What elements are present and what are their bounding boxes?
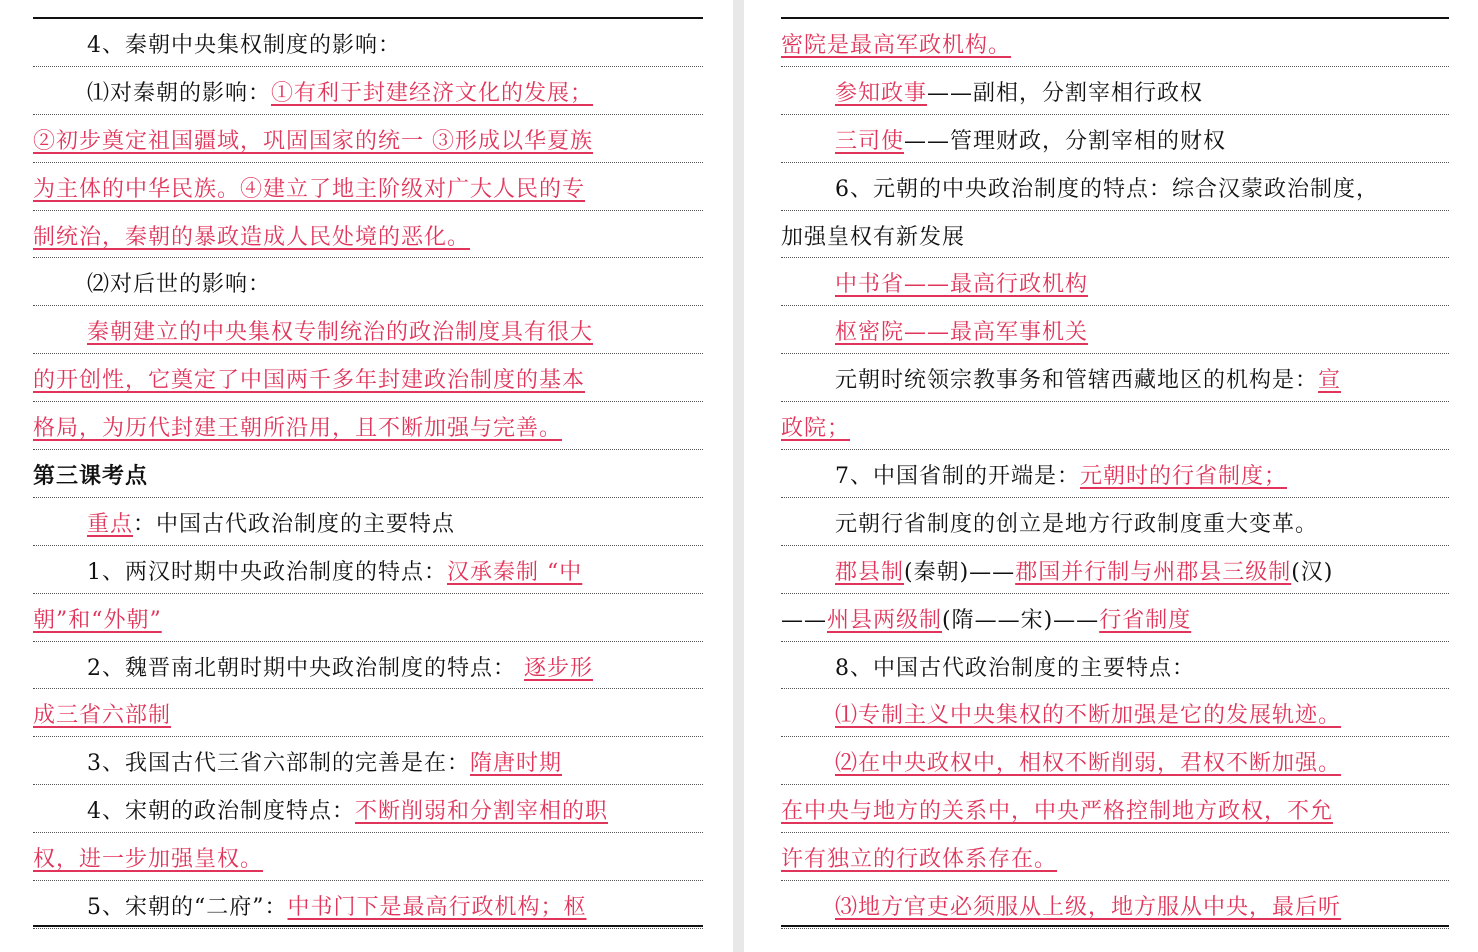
text-line (781, 163, 1449, 211)
answer-text: 重点 (87, 511, 134, 537)
answer-text: 中书门下是最高行政机构；枢 (287, 895, 587, 921)
text-line (781, 785, 1449, 833)
answer-text: 汉承秦制 “中 (447, 559, 583, 585)
question-text: 元朝时统领宗教事务和管辖西藏地区的机构是： (835, 368, 1319, 394)
text-line (781, 689, 1449, 737)
question-text: 1、两汉时期中央政治制度的特点： (87, 559, 447, 585)
question-text: 4、宋朝的政治制度特点： (87, 799, 355, 825)
text-line (33, 689, 703, 737)
question-text: (秦朝)—— (904, 559, 1016, 585)
bottom-rule (33, 925, 703, 927)
answer-text: 行省制度 (1099, 607, 1192, 633)
text-line (781, 498, 1449, 546)
text-line (33, 833, 703, 881)
text-line (33, 546, 703, 594)
answer-text: 朝”和“外朝” (33, 607, 162, 633)
answer-text: 隋唐时期 (470, 751, 563, 777)
answer-text: 枢密院——最高军事机关 (835, 320, 1089, 346)
text-line (781, 211, 1449, 259)
question-text: ——管理财政，分割宰相的财权 (904, 128, 1227, 154)
question-text: 4、秦朝中央集权制度的影响： (87, 33, 401, 58)
text-line (781, 115, 1449, 163)
answer-text: 逐步形 (524, 655, 594, 681)
answer-text: 在中央与地方的关系中，中央严格控制地方政权，不允 (781, 799, 1334, 825)
question-text: 元朝行省制度的创立是地方行政制度重大变革。 (835, 511, 1319, 537)
text-line (33, 258, 703, 306)
answer-text: ⑶地方官吏必须服从上级，地方服从中央，最后听 (835, 895, 1342, 921)
answer-text: 秦朝建立的中央集权专制统治的政治制度具有很大 (87, 320, 594, 346)
answer-text: 权，进一步加强皇权。 (33, 847, 264, 873)
question-text: 2、魏晋南北朝时期中央政治制度的特点： (87, 655, 524, 681)
text-line (781, 881, 1449, 929)
text-line (781, 354, 1449, 402)
text-line (781, 402, 1449, 450)
answer-text: 不断削弱和分割宰相的职 (355, 799, 609, 825)
question-text: 5、宋朝的“二府”： (87, 895, 288, 921)
answer-text: 郡县制 (835, 559, 905, 585)
text-line (781, 737, 1449, 785)
answer-text: 制统治，秦朝的暴政造成人民处境的恶化。 (33, 224, 471, 250)
question-text: ⑵对后世的影响： (87, 272, 272, 298)
question-text: ——副相，分割宰相行政权 (927, 80, 1204, 106)
right-lines (781, 19, 1449, 929)
text-line (781, 594, 1449, 642)
text-line (33, 498, 703, 546)
question-text: (隋——宋)—— (942, 607, 1100, 633)
answer-text: 格局，为历代封建王朝所沿用，且不断加强与完善。 (33, 416, 563, 442)
answer-text: 中书省——最高行政机构 (835, 272, 1089, 298)
answer-text: 郡国并行制与州郡县三级制 (1015, 559, 1292, 585)
question-text: 6、元朝的中央政治制度的特点：综合汉蒙政治制度， (835, 176, 1379, 202)
left-lines (33, 19, 703, 929)
text-line (33, 306, 703, 354)
text-line (33, 737, 703, 785)
answer-text: 政院； (781, 416, 851, 442)
answer-text: ②初步奠定祖国疆域，巩固国家的统一 ③形成以华夏族 (33, 128, 593, 154)
text-line (33, 354, 703, 402)
text-line (781, 833, 1449, 881)
text-line (33, 881, 703, 929)
question-text: 第三课考点 (33, 464, 149, 490)
left-page (33, 0, 703, 952)
text-line (33, 642, 703, 690)
question-text: (汉) (1291, 559, 1334, 585)
answer-text: 宣 (1318, 368, 1342, 394)
text-line (781, 258, 1449, 306)
text-line (33, 402, 703, 450)
answer-text: ⑵在中央政权中，相权不断削弱，君权不断加强。 (835, 751, 1342, 777)
text-line (33, 594, 703, 642)
text-line (781, 19, 1449, 67)
text-line (781, 546, 1449, 594)
answer-text: 的开创性，它奠定了中国两千多年封建政治制度的基本 (33, 368, 586, 394)
answer-text: 元朝时的行省制度； (1080, 464, 1288, 490)
answer-text: 密院是最高军政机构。 (781, 33, 1012, 58)
text-line (33, 19, 703, 67)
answer-text: 许有独立的行政体系存在。 (781, 847, 1058, 873)
section-heading (33, 450, 703, 498)
bottom-rule (781, 925, 1449, 927)
text-line (33, 163, 703, 211)
text-line (33, 115, 703, 163)
question-text: 加强皇权有新发展 (781, 224, 966, 250)
answer-text: 州县两级制 (827, 607, 943, 633)
answer-text: ①有利于封建经济文化的发展； (271, 80, 594, 106)
page-gutter (733, 0, 744, 952)
answer-text: 成三省六部制 (33, 703, 172, 729)
text-line (781, 450, 1449, 498)
answer-text: 三司使 (835, 128, 905, 154)
text-line (781, 642, 1449, 690)
text-line (33, 211, 703, 259)
question-text: 8、中国古代政治制度的主要特点： (835, 655, 1195, 681)
question-text: ⑴对秦朝的影响： (87, 80, 272, 106)
question-text: ：中国古代政治制度的主要特点 (133, 511, 456, 537)
answer-text: ⑴专制主义中央集权的不断加强是它的发展轨迹。 (835, 703, 1342, 729)
text-line (33, 67, 703, 115)
question-text: —— (781, 607, 827, 633)
answer-text: 为主体的中华民族。④建立了地主阶级对广大人民的专 (33, 176, 586, 202)
text-line (781, 306, 1449, 354)
question-text: 7、中国省制的开端是： (835, 464, 1080, 490)
answer-text: 参知政事 (835, 80, 928, 106)
text-line (781, 67, 1449, 115)
right-page (781, 0, 1449, 952)
question-text: 3、我国古代三省六部制的完善是在： (87, 751, 470, 777)
text-line (33, 785, 703, 833)
